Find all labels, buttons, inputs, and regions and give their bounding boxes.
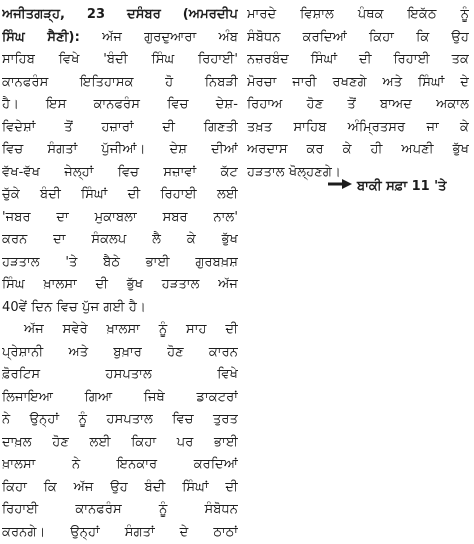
article-line: ਲਿਜਾਇਆ ਗਿਆ ਜਿਥੇ ਡਾਕਟਰਾਂ — [2, 387, 238, 410]
article-line: ਹੈ। ਇਸ ਕਾਨਫਰੰਸ ਵਿਚ ਦੇਸ਼- — [2, 94, 238, 117]
article-line: ਖ਼ਾਲਸਾ ਨੇ ਇਨਕਾਰ ਕਰਦਿਆਂ — [2, 454, 238, 477]
article-line — [2, 4, 238, 27]
article-line: ਵਿਦੇਸ਼ਾਂ ਤੋਂ ਹਜ਼ਾਰਾਂ ਦੀ ਗਿਣਤੀ — [2, 117, 238, 140]
article-line: ਕਾਨਫਰੰਸ ਇਤਿਹਾਸਕ ਹੋ ਨਿਬੜੀ — [2, 72, 238, 95]
article-line: 'ਜਬਰ ਦਾ ਮੁਕਾਬਲਾ ਸਬਰ ਨਾਲ' — [2, 207, 238, 230]
dateline-byline: ਸਿੰਘ ਸੈਣੀ): — [2, 30, 80, 45]
article-line: ਕਿਹਾ ਕਿ ਅੱਜ ਉਹ ਬੰਦੀ ਸਿੰਘਾਂ ਦੀ — [2, 477, 238, 500]
article-line: ਦਾਖ਼ਲ ਹੋਣ ਲਈ ਕਿਹਾ ਪਰ ਭਾਈ — [2, 432, 238, 455]
article-line: 40ਵੇਂ ਦਿਨ ਵਿਚ ਪੁੱਜ ਗਈ ਹੈ। — [2, 297, 238, 320]
article-line: ਹੜਤਾਲ ਖੋਲ੍ਹਣਗੇ। — [247, 162, 469, 185]
article-line: ਸਾਹਿਬ ਵਿਖੇ 'ਬੰਦੀ ਸਿੰਘ ਰਿਹਾਈ' — [2, 49, 238, 72]
article-line: ਨੇ ਉਨ੍ਹਾਂ ਨੂੰ ਹਸਪਤਾਲ ਵਿਚ ਤੁਰਤ — [2, 409, 238, 432]
article-line: ਮਾਰਦੇ ਵਿਸ਼ਾਲ ਪੰਥਕ ਇਕੱਠ ਨੂੰ — [247, 4, 469, 27]
article-right-column — [247, 4, 469, 184]
article-line: ਵੱਖ-ਵੱਖ ਜੇਲ੍ਹਾਂ ਵਿਚ ਸਜ਼ਾਵਾਂ ਕੱਟ — [2, 162, 238, 185]
article-line: ਕਰਨ ਦਾ ਸੰਕਲਪ ਲੈ ਕੇ ਭੁੱਖ — [2, 229, 238, 252]
article-line: ਨਜ਼ਰਬੰਦ ਸਿੰਘਾਂ ਦੀ ਰਿਹਾਈ ਤਕ — [247, 49, 469, 72]
article-line: ਹੜਤਾਲ 'ਤੇ ਬੈਠੇ ਭਾਈ ਗੁਰਬਖ਼ਸ਼ — [2, 252, 238, 275]
article-line: ਤਖ਼ਤ ਸਾਹਿਬ ਅੰਮ੍ਰਿਤਸਰ ਜਾ ਕੇ — [247, 117, 469, 140]
article-line: ਅੱਜ ਸਵੇਰੇ ਖ਼ਾਲਸਾ ਨੂੰ ਸਾਹ ਦੀ — [2, 319, 238, 342]
dateline: ਅਜੀਤਗੜ੍ਹ, 23 ਦਸੰਬਰ (ਅਮਰਦੀਪ — [2, 7, 238, 22]
article-left-column — [2, 4, 238, 544]
article-line: ਸਿੰਘ ਖ਼ਾਲਸਾ ਦੀ ਭੁੱਖ ਹੜਤਾਲ ਅੱਜ — [2, 274, 238, 297]
article-line: ਕਰਨਗੇ। ਉਨ੍ਹਾਂ ਸੰਗਤਾਂ ਦੇ ਠਾਠਾਂ — [2, 522, 238, 544]
article-line: ਸੰਬੋਧਨ ਕਰਦਿਆਂ ਕਿਹਾ ਕਿ ਉਹ — [247, 27, 469, 50]
article-line: ਅਰਦਾਸ ਕਰ ਕੇ ਹੀ ਅਪਣੀ ਭੁੱਖ — [247, 139, 469, 162]
article-line: ਵਿਚ ਸੰਗਤਾਂ ਪੁੱਜੀਆਂ। ਦੇਸ਼ ਦੀਆਂ — [2, 139, 238, 162]
article-line: ਸਿੰਘ ਸੈਣੀ): ਅੱਜ ਗੁਰਦੁਆਰਾ ਅੰਬ — [2, 27, 238, 50]
article-line: ਰਿਹਾਈ ਕਾਨਫਰੰਸ ਨੂੰ ਸੰਬੋਧਨ — [2, 499, 238, 522]
article-line: ਫ਼ੋਰਟਿਸ ਹਸਪਤਾਲ ਵਿਖੇ — [2, 364, 238, 387]
article-line: ਚੁੱਕੇ ਬੰਦੀ ਸਿੰਘਾਂ ਦੀ ਰਿਹਾਈ ਲਈ — [2, 184, 238, 207]
arrow-right-icon — [327, 176, 353, 198]
continued-label: ਬਾਕੀ ਸਫ਼ਾ 11 'ਤੇ — [357, 179, 446, 194]
article-line: ਮੋਰਚਾ ਜਾਰੀ ਰਖਣਗੇ ਅਤੇ ਸਿੰਘਾਂ ਦੇ — [247, 72, 469, 95]
article-line: ਪ੍ਰੇਸ਼ਾਨੀ ਅਤੇ ਬੁਖ਼ਾਰ ਹੋਣ ਕਾਰਨ — [2, 342, 238, 365]
continued-on-page — [327, 176, 446, 198]
article-line: ਰਿਹਾਅ ਹੋਣ ਤੋਂ ਬਾਅਦ ਅਕਾਲ — [247, 94, 469, 117]
